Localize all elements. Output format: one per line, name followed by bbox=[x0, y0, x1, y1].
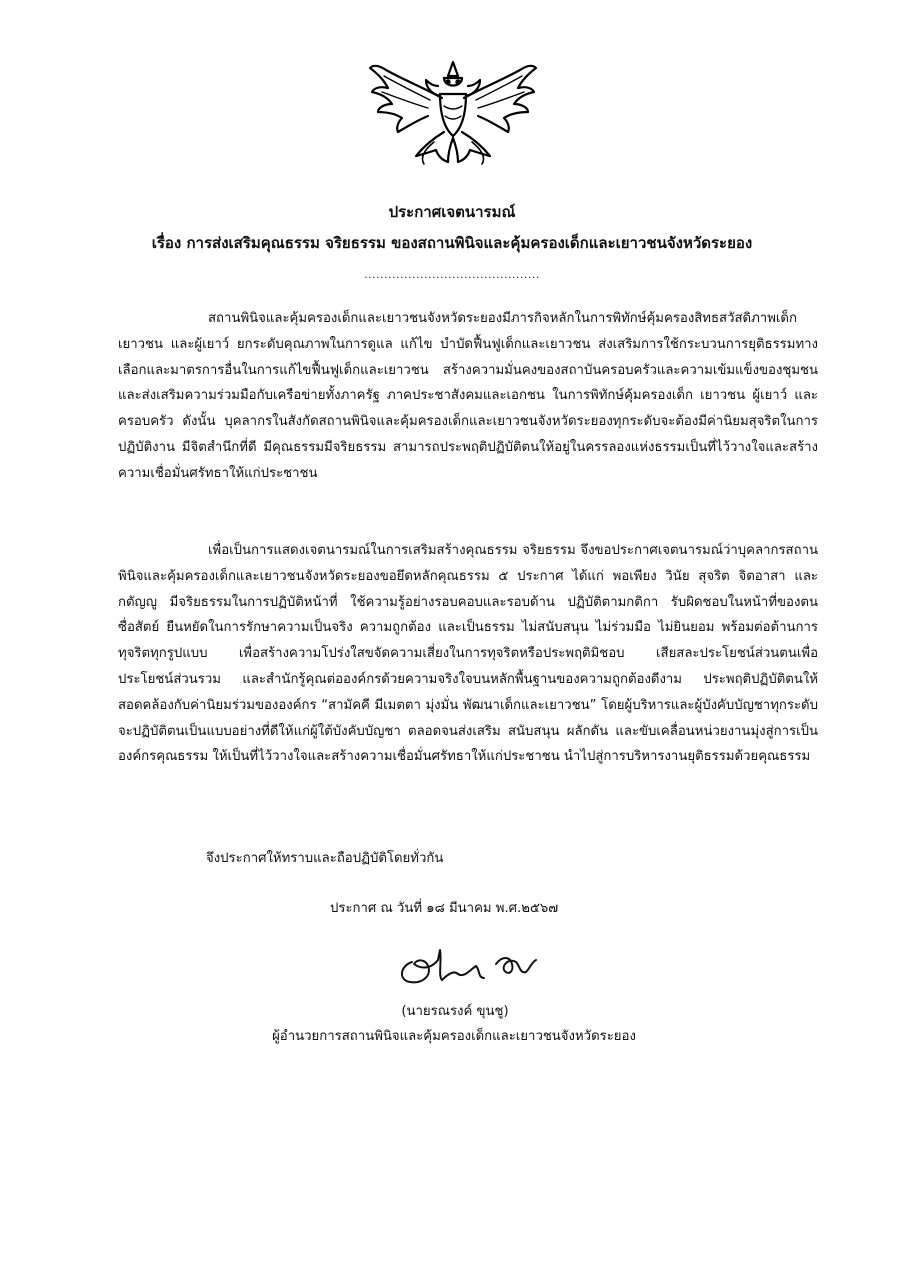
signer-position: ผู้อำนวยการสถานพินิจและคุ้มครองเด็กและเยาวชนจังหวัดระยอง bbox=[272, 1029, 636, 1044]
body-paragraph-1: สถานพินิจและคุ้มครองเด็กและเยาวชนจังหวัดระยองมีภารกิจหลักในการพิทักษ์คุ้มครองสิทธสวัสดิภาพเด็ก เยาวชน และผู้เยาว์ ยกระดับคุณภาพในการดูแล แก้ไข บำบัดฟื้นฟูเด็กและเยาวชน ส่งเสริมการใช้กระบวนการยุติธรรมทางเลือกและมาตรการอื่นในการแก้ไขฟื้นฟูเด็กและเยาวชน สร้างความมั่นคงของสถาบันครอบครัวและความเข้มแข็งของชุมชน และส่งเสริมความร่วมมือกับเครือข่ายทั้งภาครัฐ ภาคประชาสังคมและเอกชน ในการพิทักษ์คุ้มครองเด็ก เยาวชน ผู้เยาว์ และครอบครัว ดังนั้น บุคลากรในสังกัดสถานพินิจและคุ้มครองเด็กและเยาวชนจังหวัดระยองทุกระดับจะต้องมีค่านิยมสุจริตในการปฏิบัติงาน มีจิตสำนึกที่ดี มีคุณธรรมมีจริยธรรม สามารถประพฤติปฏิบัติตนให้อยู่ในครรลองแห่งธรรมเป็นที่ไว้วางใจและสร้างความเชื่อมั่นศรัทธาให้แก่ประชาชน bbox=[118, 311, 818, 481]
body-paragraph-2: เพื่อเป็นการแสดงเจตนารมณ์ในการเสริมสร้างคุณธรรม จริยธรรม จึงขอประกาศเจตนารมณ์ว่าบุคลากรสถานพินิจและคุ้มครองเด็กและเยาวชนจังหวัดระยองขอยึดหลักคุณธรรม ๕ ประกาศ ได้แก่ พอเพียง วินัย สุจริต จิตอาสา และกตัญญู มีจริยธรรมในการปฏิบัติหน้าที่ ใช้ความรู้อย่างรอบคอบและรอบด้าน ปฏิบัติตามกติกา รับผิดชอบในหน้าที่ของตน ซื่อสัตย์ ยืนหยัดในการรักษาความเป็นจริง ความถูกต้อง และเป็นธรรม ไม่สนับสนุน ไม่ร่วมมือ ไม่ยินยอม พร้อมต่อต้านการทุจริตทุกรูปแบบ เพื่อสร้างความโปร่งใสขจัดความเสี่ยงในการทุจริตหรือประพฤติมิชอบ เสียสละประโยชน์ส่วนตนเพื่อประโยชน์ส่วนรวม และสำนักรู้คุณต่อองค์กรด้วยความจริงใจบนหลักพื้นฐานของความถูกต้องดีงาม ประพฤติปฏิบัติตนให้สอดคล้องกับค่านิยมร่วมขององค์กร “สามัคคี มีเมตตา มุ่งมั่น พัฒนาเด็กและเยาวชน” โดยผู้บริหารและผู้บังคับบัญชาทุกระดับจะปฏิบัติตนเป็นแบบอย่างที่ดีให้แก่ผู้ใต้บังคับบัญชา ตลอดจนส่งเสริม สนับสนุน ผลักดัน และขับเคลื่อนหน่วยงานมุ่งสู่การเป็นองค์กรคุณธรรม ให้เป็นที่ไว้วางใจและสร้างความเชื่อมั่นศรัทธาให้แก่ประชาชน นำไปสู่การบริหารงานยุติธรรมด้วยคุณธรรม bbox=[118, 543, 818, 765]
garuda-emblem-icon bbox=[364, 58, 542, 166]
title-separator: ............................................ bbox=[364, 268, 540, 281]
body-paragraph-3: จึงประกาศให้ทราบและถือปฏิบัติโดยทั่วกัน bbox=[206, 851, 444, 866]
announcement-date: ประกาศ ณ วันที่ ๑๘ มีนาคม พ.ศ.๒๕๖๗ bbox=[330, 901, 559, 916]
document-subject: เรื่อง การส่งเสริมคุณธรรม จริยธรรม ของสถานพินิจและคุ้มครองเด็กและเยาวชนจังหวัดระยอง bbox=[151, 234, 753, 252]
signer-name: (นายรณรงค์ ขุนชู) bbox=[401, 1004, 509, 1019]
document-title: ประกาศเจตนารมณ์ bbox=[388, 203, 516, 221]
signature-icon bbox=[392, 940, 542, 988]
